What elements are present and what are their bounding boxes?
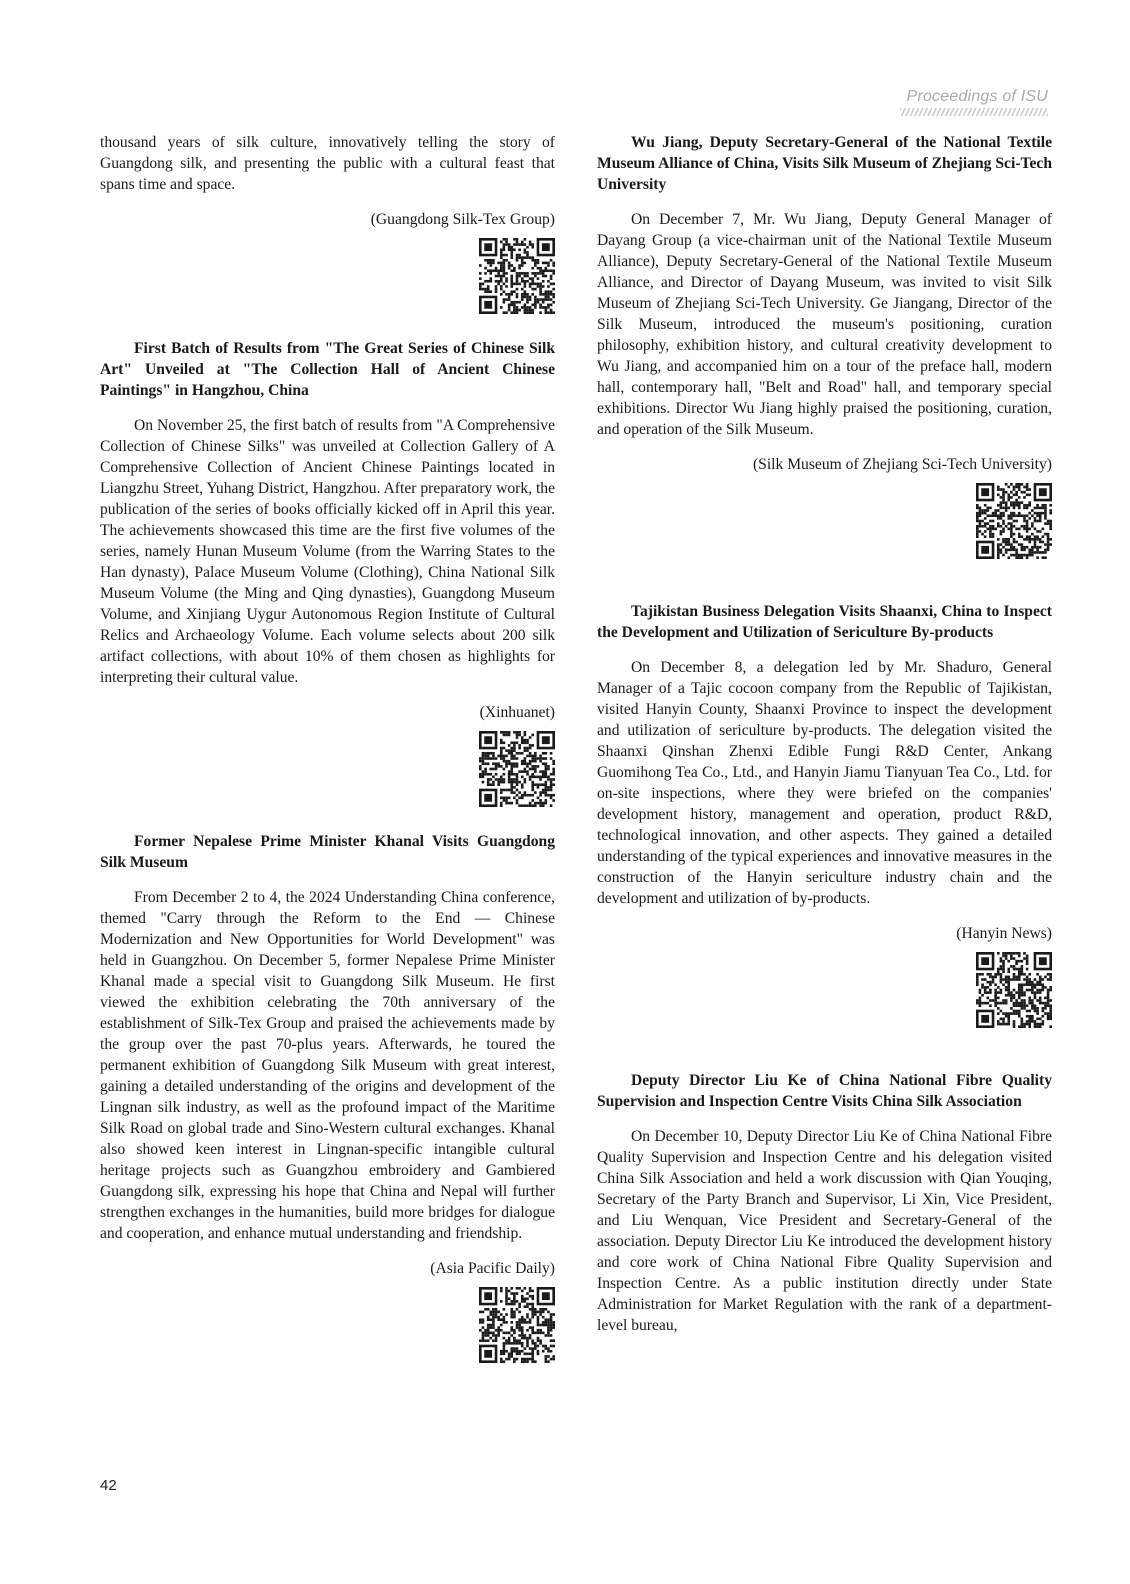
article-body: On December 7, Mr. Wu Jiang, Deputy General Manager of Dayang Group (a vice-chairman unit of the National Textile Museum Alliance), Deputy Secretary-General of the National Textile Museum Alliance, and Director of Dayang Museum, was invited to visit Silk Museum of Zhejiang Sci-Tech University. Ge Jiangang, Director of the Silk Museum, introduced the museum's positioning, curation philosophy, exhibition history, and cultural creativity development to Wu Jiang, and accompanied him on a tour of the preface hall, modern hall, contemporary hall, "Belt and Road" hall, and temporary special exhibitions. Director Wu Jiang highly praised the positioning, curation, and operation of the Silk Museum. <box>597 211 1052 438</box>
article-title: Wu Jiang, Deputy Secretary-General of the National Textile Museum Alliance of China, Visits Silk Museum of Zhejiang Sci-Tech University <box>597 134 1052 193</box>
left-column <box>100 132 555 1363</box>
header-hatch-decoration <box>900 108 1048 116</box>
article-source: (Hanyin News) <box>956 925 1052 942</box>
article-title: Tajikistan Business Delegation Visits Shaanxi, China to Inspect the Development and Utilization of Sericulture By-products <box>597 603 1052 641</box>
right-column <box>597 132 1052 1336</box>
page-number: 42 <box>100 1477 117 1494</box>
article-title: First Batch of Results from "The Great Series of Chinese Silk Art" Unveiled at "The Collection Hall of Ancient Chinese Paintings" in Hangzhou, China <box>100 340 555 399</box>
article-title: Deputy Director Liu Ke of China National Fibre Quality Supervision and Inspection Centre Visits China Silk Association <box>597 1072 1052 1110</box>
article-source: (Asia Pacific Daily) <box>430 1260 555 1277</box>
article-source: (Xinhuanet) <box>479 704 555 721</box>
article-source: (Guangdong Silk-Tex Group) <box>370 211 555 228</box>
journal-title: Proceedings of ISU <box>906 88 1048 105</box>
article-body: On December 10, Deputy Director Liu Ke of China National Fibre Quality Supervision and Inspection Centre and his delegation visited China Silk Association and held a work discussion with Qian Youqing, Secretary of the Party Branch and Supervisor, Li Xin, Vice President, and Liu Wenquan, Vice President and Secretary-General of the association. Deputy Director Liu Ke introduced the development history and core work of China National Fibre Quality Supervision and Inspection Centre. As a public institution directly under State Administration for Market Regulation with the rank of a department-level bureau, <box>597 1128 1052 1334</box>
qr-code-icon <box>976 952 1052 1028</box>
article-body: On November 25, the first batch of results from "A Comprehensive Collection of Chinese Silks" was unveiled at Collection Gallery of A Comprehensive Collection of Ancient Chinese Paintings located in Liangzhu Street, Yuhang District, Hangzhou. After preparatory work, the publication of the series of books officially kicked off in April this year. The achievements showcased this time are the first five volumes of the series, namely Hunan Museum Volume (from the Warring States to the Han dynasty), Palace Museum Volume (Clothing), China National Silk Museum Volume (the Ming and Qing dynasties), Guangdong Museum Volume, and Xinjiang Uygur Autonomous Region Institute of Cultural Relics and Archaeology Volume. Each volume selects about 200 silk artifact collections, with about 10% of them chosen as highlights for interpreting their cultural value. <box>100 417 555 686</box>
article-body: From December 2 to 4, the 2024 Understanding China conference, themed "Carry through the Reform to the End — Chinese Modernization and New Opportunities for World Development" was held in Guangzhou. On December 5, former Nepalese Prime Minister Khanal made a special visit to Guangdong Silk Museum. He first viewed the exhibition celebrating the 70th anniversary of the establishment of Silk-Tex Group and praised the achievements made by the group over the past 70-plus years. Afterwards, he toured the permanent exhibition of Guangdong Silk Museum with great interest, gaining a detailed understanding of the origins and development of the Lingnan silk industry, as well as the profound impact of the Maritime Silk Road on global trade and Sino-Western cultural exchanges. Khanal also showed keen interest in Lingnan-specific intangible cultural heritage projects such as Guangzhou embroidery and Gambiered Guangdong silk, expressing his hope that China and Nepal will further strengthen exchanges in the humanities, build more bridges for dialogue and cooperation, and enhance mutual understanding and friendship. <box>100 889 555 1242</box>
article-source: (Silk Museum of Zhejiang Sci-Tech University) <box>752 456 1052 473</box>
qr-code-icon <box>479 731 555 807</box>
running-header <box>900 88 1048 116</box>
article-body: On December 8, a delegation led by Mr. Shaduro, General Manager of a Tajic cocoon company from the Republic of Tajikistan, visited Hanyin County, Shaanxi Province to inspect the development and utilization of sericulture by-products. The delegation visited the Shaanxi Qinshan Zhenxi Edible Fungi R&D Center, Ankang Guomihong Tea Co., Ltd., and Hanyin Jiamu Tianyuan Tea Co., Ltd. for on-site inspections, where they were briefed on the companies' development history, management and operation, product R&D, technological innovation, and other aspects. They gained a detailed understanding of the typical experiences and innovative measures in the construction of the Hanyin sericulture industry chain and the development and utilization of by-products. <box>597 659 1052 907</box>
article-title: Former Nepalese Prime Minister Khanal Visits Guangdong Silk Museum <box>100 833 555 871</box>
qr-code-icon <box>479 1287 555 1363</box>
qr-code-icon <box>976 483 1052 559</box>
continued-paragraph: thousand years of silk culture, innovatively telling the story of Guangdong silk, and presenting the public with a cultural feast that spans time and space. <box>100 134 555 193</box>
qr-code-icon <box>479 238 555 314</box>
